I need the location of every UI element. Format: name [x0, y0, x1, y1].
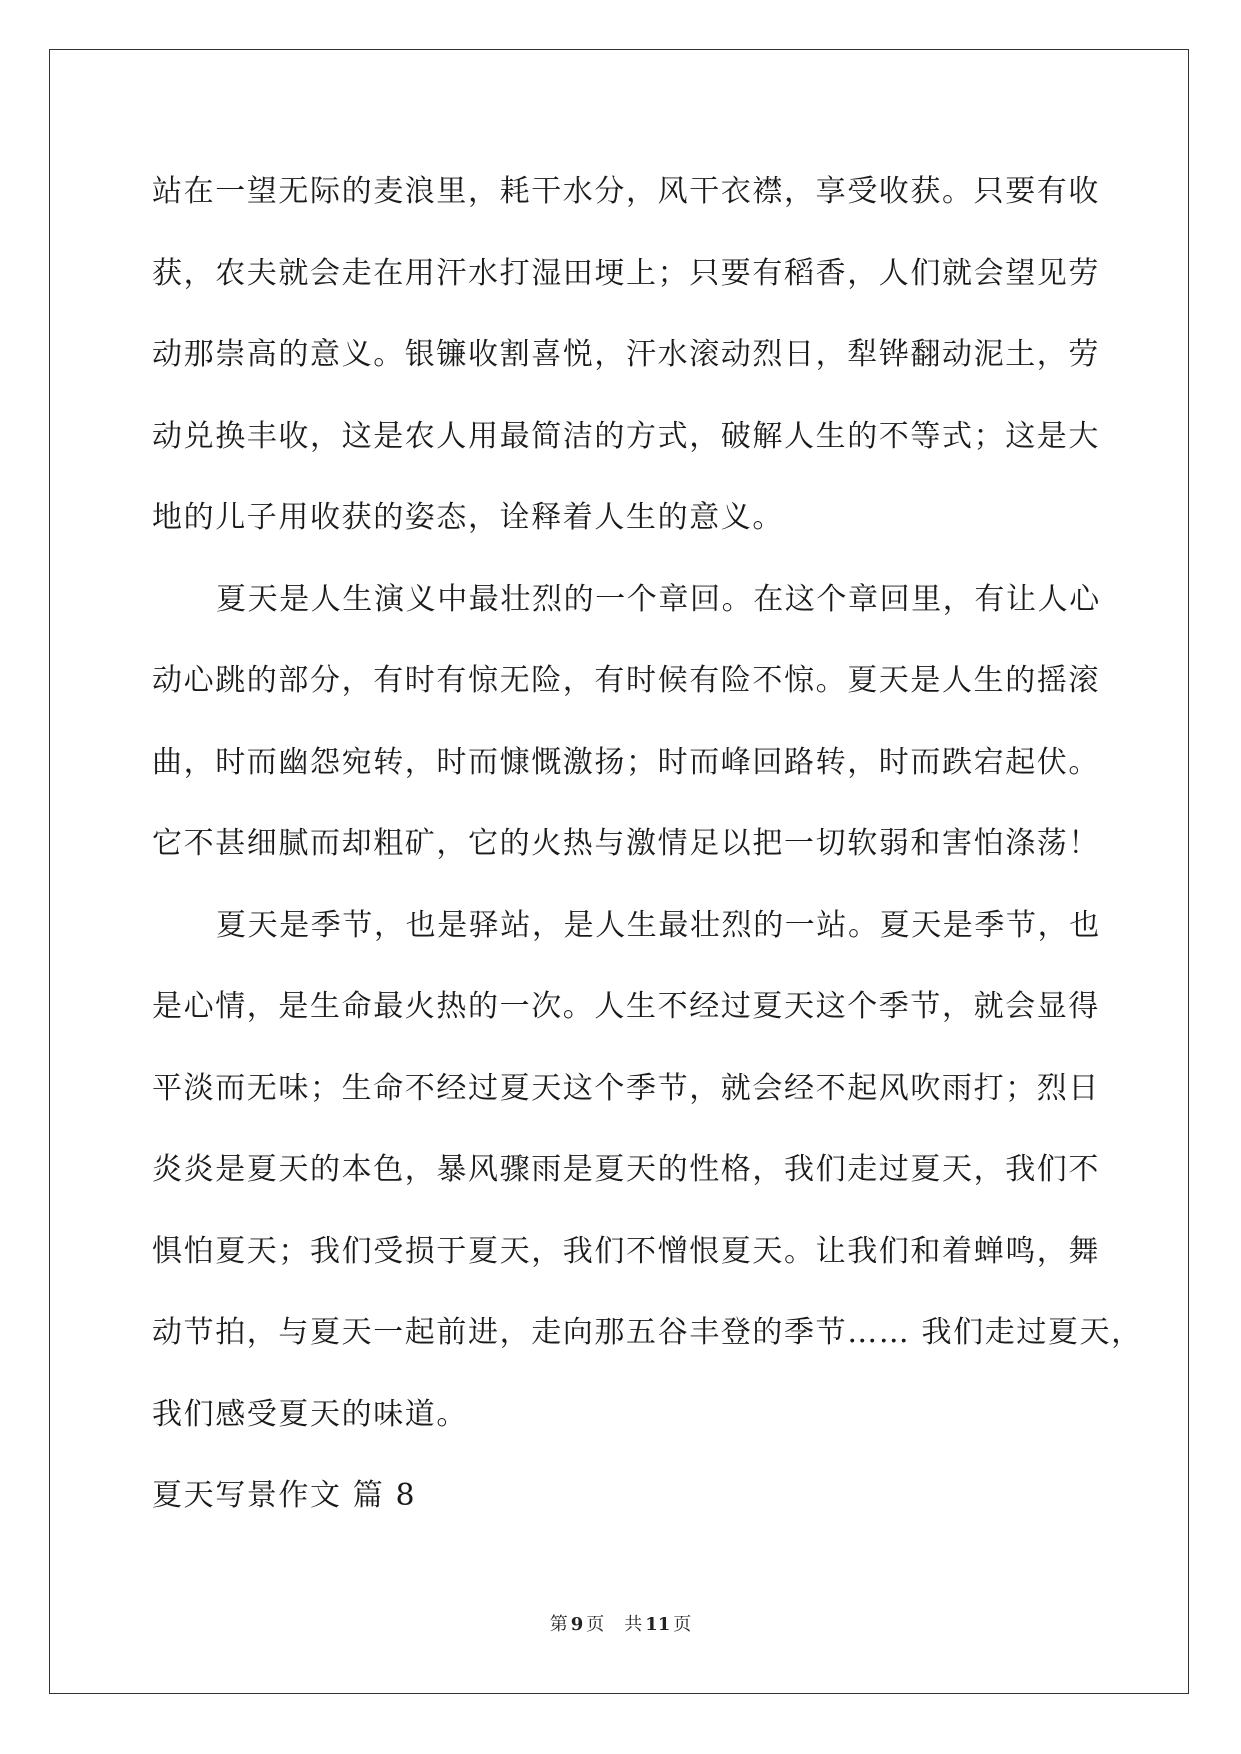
paragraph — [152, 162, 1100, 570]
footer-page-word: 页 — [586, 1614, 605, 1635]
footer-prefix: 第 — [549, 1614, 568, 1635]
current-page-number: 9 — [570, 1614, 584, 1635]
text-line: 平淡而无味；生命不经过夏天这个季节，就会经不起风吹雨打；烈日 — [152, 1070, 1100, 1106]
text-line: 我们感受夏天的味道。 — [152, 1396, 468, 1432]
text-line: 炎炎是夏天的本色，暴风骤雨是夏天的性格，我们走过夏天，我们不 — [152, 1152, 1100, 1187]
paragraph — [152, 570, 1101, 896]
page-footer — [0, 1610, 1241, 1636]
text-line: 夏天是人生演义中最壮烈的一个章回。在这个章回里，有让人心 — [216, 581, 1101, 617]
text-line: 夏天是季节，也是驿站，是人生最壮烈的一站。夏天是季节，也 — [216, 907, 1101, 943]
text-line: 它不甚细腻而却粗矿，它的火热与激情足以把一切软弱和害怕涤荡！ — [152, 826, 1100, 861]
text-line: 是心情，是生命最火热的一次。人生不经过夏天这个季节，就会显得 — [152, 989, 1100, 1024]
section-heading: 夏天写景作文 篇 8 — [152, 1478, 417, 1513]
text-line: 动兑换丰收，这是农人用最简洁的方式，破解人生的不等式；这是大 — [152, 418, 1100, 454]
paragraph — [152, 896, 1143, 1467]
text-line: 动那崇高的意义。银镰收割喜悦，汗水滚动烈日，犁铧翻动泥土，劳 — [152, 337, 1100, 372]
text-line: 曲，时而幽怨宛转，时而慷慨激扬；时而峰回路转，时而跌宕起伏。 — [152, 744, 1100, 780]
document-body — [152, 162, 1143, 1526]
total-pages-number: 11 — [645, 1614, 671, 1635]
text-line: 站在一望无际的麦浪里，耗干水分，风干衣襟，享受收获。只要有收 — [152, 174, 1100, 209]
footer-total-prefix: 共 — [624, 1614, 643, 1635]
footer-total-word: 页 — [673, 1614, 692, 1635]
text-line: 获，农夫就会走在用汗水打湿田埂上；只要有稻香，人们就会望见劳 — [152, 255, 1100, 291]
text-line: 地的儿子用收获的姿态，诠释着人生的意义。 — [152, 500, 784, 535]
text-line: 动心跳的部分，有时有惊无险，有时候有险不惊。夏天是人生的摇滚 — [152, 663, 1100, 698]
text-line: 惧怕夏天；我们受损于夏天，我们不憎恨夏天。让我们和着蝉鸣，舞 — [152, 1233, 1100, 1269]
text-line: 动节拍，与夏天一起前进，走向那五谷丰登的季节…… 我们走过夏天， — [152, 1315, 1143, 1350]
